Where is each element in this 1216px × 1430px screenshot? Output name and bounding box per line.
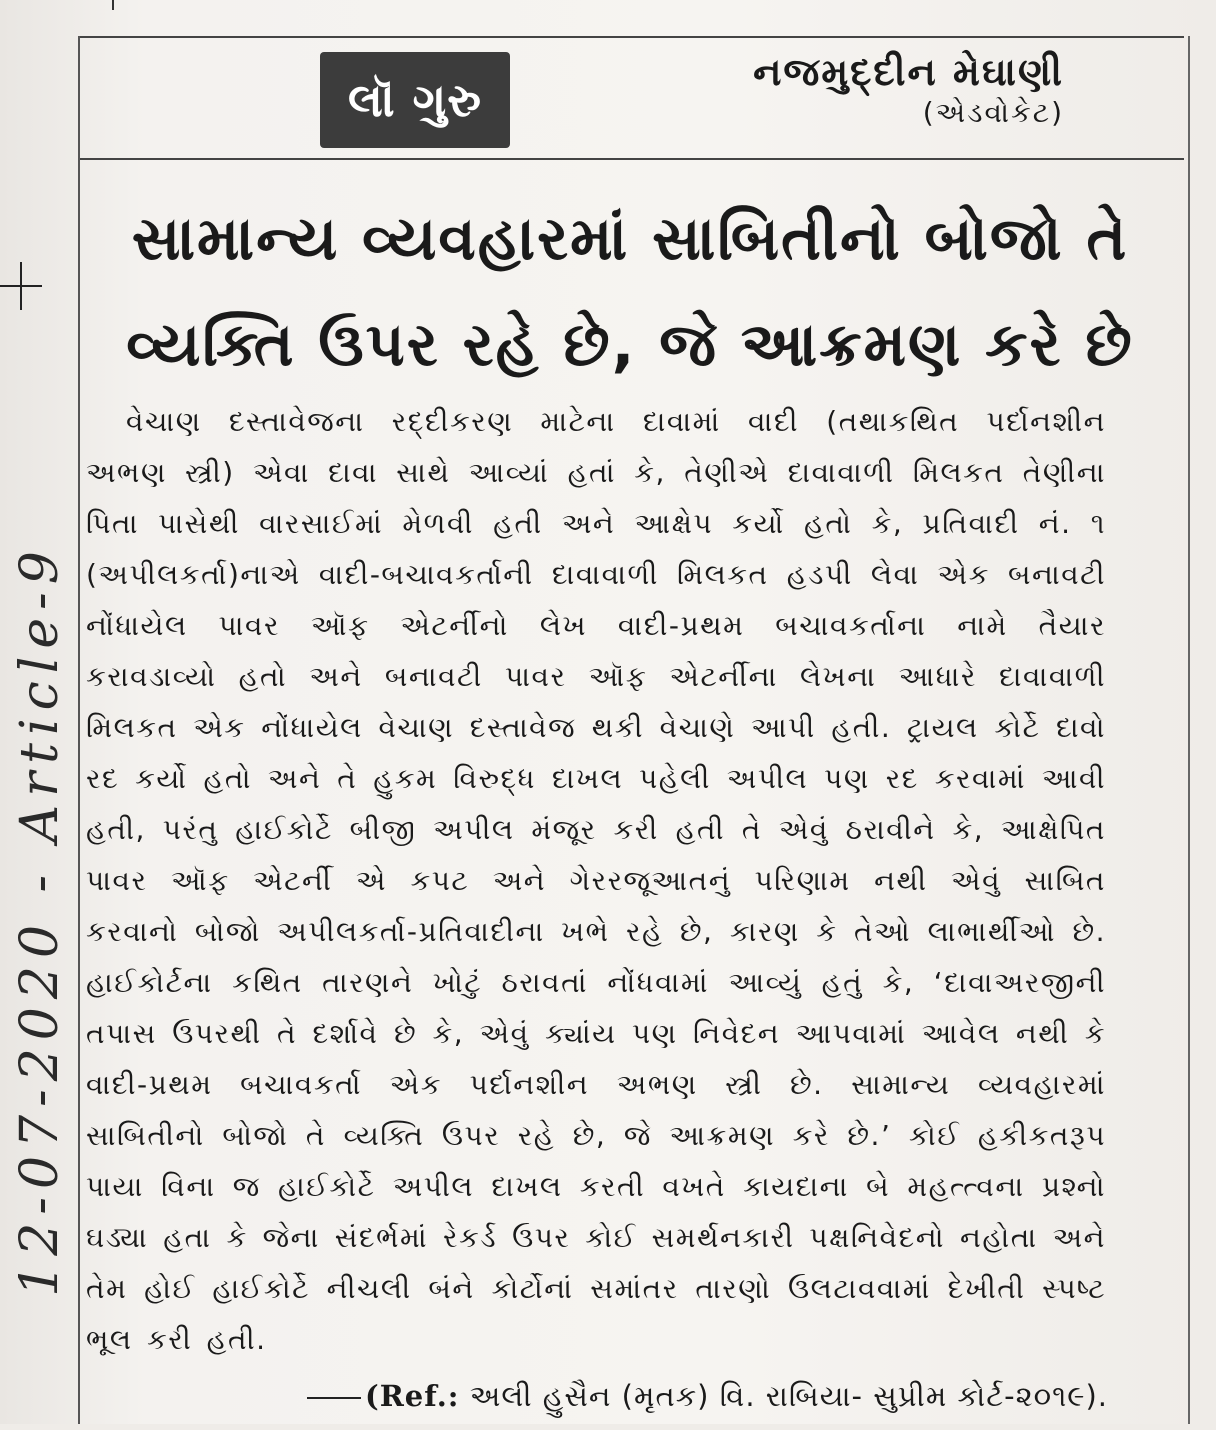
author-title: (એડવોકેટ) — [922, 96, 1064, 129]
case-reference — [307, 1376, 1108, 1416]
article-body: વેચાણ દસ્તાવેજના રદ્દીકરણ માટેના દાવામાં વાદી (તથાકથિત પર્દાનશીન અભણ સ્ત્રી) એવા દાવા સાથે આવ્યાં હતાં કે, તેણીએ દાવાવાળી મિલકત તેણીના પિતા પાસેથી વારસાઈમાં મેળવી હતી અને આક્ષેપ કર્યો હતો કે, પ્રતિવાદી નં. ૧ (અપીલકર્તા)નાએ વાદી-બચાવકર્તાની દાવાવાળી મિલકત હડપી લેવા એક બનાવટી નોંધાયેલ પાવર ઑફ એટર્નીનો લેખ વાદી-પ્રથમ બચાવકર્તાના નામે તૈયાર કરાવડાવ્યો હતો અને બનાવટી પાવર ઑફ એટર્નીના લેખના આધારે દાવાવાળી મિલકત એક નોંધાયેલ વેચાણ દસ્તાવેજ થકી વેચાણે આપી હતી. ટ્રાયલ કોર્ટે દાવો રદ કર્યો હતો અને તે હુકમ વિરુદ્ધ દાખલ પહેલી અપીલ પણ રદ કરવામાં આવી હતી, પરંતુ હાઈકોર્ટે બીજી અપીલ મંજૂર કરી હતી તે એવું ઠરાવીને કે, આક્ષેપિત પાવર ઑફ એટર્ની એ કપટ અને ગેરરજૂઆતનું પરિણામ નથી એવું સાબિત કરવાનો બોજો અપીલકર્તા-પ્રતિવાદીના ખભે રહે છે, કારણ કે તેઓ લાભાર્થીઓ છે. હાઈકોર્ટના કથિત તારણને ખોટું ઠરાવતાં નોંધવામાં આવ્યું હતું કે, ‘દાવાઅરજીની તપાસ ઉપરથી તે દર્શાવે છે કે, એવું ક્યાંય પણ નિવેદન આપવામાં આવેલ નથી કે વાદી-પ્રથમ બચાવકર્તા એક પર્દાનશીન અભણ સ્ત્રી છે. સામાન્ય વ્યવહારમાં સાબિતીનો બોજો તે વ્યક્તિ ઉપર રહે છે, જે આક્રમણ કરે છે.’ કોઈ હકીકતરૂપ પાયા વિના જ હાઈકોર્ટે અપીલ દાખલ કરતી વખતે કાયદાના બે મહત્ત્વના પ્રશ્નો ઘડ્યા હતા કે જેના સંદર્ભમાં રેકર્ડ ઉપર કોઈ સમર્થનકારી પક્ષનિવેદનો નહોતા અને તેમ હોઈ હાઈકોર્ટે નીચલી બંને કોર્ટોનાં સમાંતર તારણો ઉલટાવવામાં દેખીતી સ્પષ્ટ ભૂલ કરી હતી. — [86, 405, 1106, 1356]
reference-dash — [307, 1397, 361, 1399]
reference-text: અલી હુસૈન (મૃતક) વિ. રાબિયા- સુપ્રીમ કોર્ટ-૨૦૧૯). — [469, 1379, 1108, 1413]
handwritten-date-note: 12-07-2020 - Article-9 — [10, 543, 70, 1297]
reference-label: (Ref.: — [364, 1379, 460, 1413]
headline-line-2: વ્યક્તિ ઉપર રહે છે, જે આક્રમણ કરે છે — [126, 310, 1134, 380]
column-name: લૉ ગુરુ — [348, 73, 482, 127]
headline-line-1: સામાન્ય વ્યવહારમાં સાબિતીનો બોજો તે — [131, 204, 1129, 274]
author-name: નજમુદ્દીન મેઘાણી — [753, 50, 1064, 94]
top-rule — [112, 0, 1144, 10]
column-name-badge — [320, 52, 510, 148]
author-byline — [753, 48, 1064, 130]
crosshair-mark-icon — [0, 258, 42, 314]
article-headline — [90, 186, 1170, 398]
handwritten-margin-note — [0, 370, 96, 1430]
